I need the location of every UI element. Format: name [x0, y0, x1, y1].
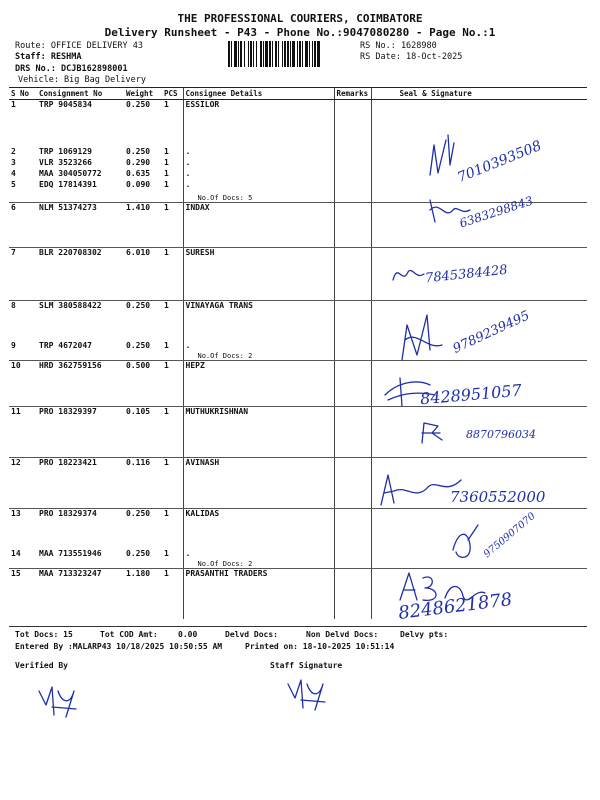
- barcode-bar: [284, 41, 286, 67]
- row-weight: 0.250: [126, 340, 151, 350]
- col-pcs: PCS: [162, 88, 183, 100]
- empty-cell: [124, 559, 162, 569]
- row-remarks: [334, 361, 371, 407]
- barcode-bar: [260, 41, 262, 67]
- row-sno: 4: [11, 168, 16, 178]
- row-pcs: 1: [164, 301, 169, 310]
- signature-6: [418, 418, 448, 452]
- barcode-bar: [314, 41, 316, 67]
- row-consignment-no: TRP 4672047: [39, 340, 92, 350]
- row-weight: 0.635: [126, 168, 151, 178]
- sig-number-1: 7010393508: [455, 137, 544, 187]
- row-remarks: [334, 169, 371, 180]
- staff-signature-label: Staff Signature: [270, 661, 343, 670]
- col-sno: S No: [9, 88, 37, 100]
- row-weight: 0.500: [124, 361, 162, 407]
- row-weight: 0.250: [126, 509, 151, 518]
- barcode-bar: [302, 41, 303, 67]
- row-remarks: [334, 203, 371, 248]
- row-sno: 15: [11, 569, 21, 578]
- barcode-bar: [228, 41, 230, 67]
- row-consignment-no: TRP 1069129: [39, 146, 92, 156]
- row-pcs: 1: [164, 168, 169, 178]
- row-remarks: [334, 158, 371, 169]
- row-weight: 0.250: [126, 548, 151, 558]
- signature-4: [397, 310, 457, 374]
- row-pcs: 1: [164, 100, 169, 109]
- total-cod-label: Tot COD Amt:: [100, 630, 158, 639]
- empty-cell: [37, 351, 124, 361]
- row-consignment-no: VLR 3523266: [39, 157, 92, 167]
- barcode-bar: [244, 41, 245, 67]
- barcode-bar: [253, 41, 254, 67]
- row-weight: 1.180: [126, 569, 151, 578]
- row-consignment-no: PRO 18223421: [37, 458, 124, 509]
- row-sno: 7: [9, 248, 37, 301]
- row-consignee: .: [183, 169, 334, 180]
- barcode-bar: [238, 41, 239, 67]
- barcode-bar: [312, 41, 313, 67]
- row-consignee: .: [183, 549, 334, 559]
- row-weight: 1.410: [124, 203, 162, 248]
- barcode-bar: [287, 41, 289, 67]
- row-consignment-no: SLM 380588422: [39, 301, 102, 310]
- row-sno: 10: [9, 361, 37, 407]
- table-row: [9, 341, 587, 351]
- row-consignee: VINAYAGA TRANS: [183, 301, 334, 341]
- row-sno: 3: [11, 157, 16, 167]
- row-sno: 12: [9, 458, 37, 509]
- row-consignment-no: MAA 713323247: [39, 569, 102, 578]
- row-consignment-no: EDQ 17814391: [39, 179, 97, 189]
- row-sno: 2: [11, 146, 16, 156]
- row-sno: 5: [11, 179, 16, 189]
- empty-cell: [37, 559, 124, 569]
- row-pcs: 1: [164, 146, 169, 156]
- row-remarks: [334, 191, 371, 203]
- barcode-bar: [305, 41, 308, 67]
- verifier-signature: [36, 683, 86, 727]
- row-remarks: [334, 549, 371, 559]
- row-sno: 9: [11, 340, 16, 350]
- barcode-bar: [309, 41, 310, 67]
- signature-8: [448, 520, 488, 569]
- row-weight: 6.010: [124, 248, 162, 301]
- vehicle-label: Vehicle: Big Bag Delivery: [18, 75, 146, 85]
- barcode-bar: [250, 41, 252, 67]
- row-pcs: 1: [162, 248, 183, 301]
- barcode-bar: [290, 41, 291, 67]
- barcode-bar: [256, 41, 257, 67]
- barcode-bar: [234, 41, 237, 67]
- row-remarks: [334, 407, 371, 458]
- docs-count-row: [9, 559, 587, 569]
- row-remarks: [334, 147, 371, 158]
- row-pcs: 1: [164, 340, 169, 350]
- row-consignment-no: TRP 9045834: [39, 100, 92, 109]
- row-consignee: .: [183, 158, 334, 169]
- empty-cell: [124, 191, 162, 203]
- total-cod-amount: 0.00: [178, 630, 198, 639]
- row-pcs: 1: [164, 157, 169, 167]
- row-consignment-no: NLM 51374273: [37, 203, 124, 248]
- row-consignment-no: PRO 18329397: [37, 407, 124, 458]
- non-delivered-docs: Non Delvd Docs:: [306, 630, 379, 639]
- route-label: Route: OFFICE DELIVERY 43: [15, 41, 143, 51]
- row-pcs: 1: [162, 458, 183, 509]
- barcode: [228, 41, 358, 67]
- row-sno: 14: [11, 548, 21, 558]
- rs-date: RS Date: 18-Oct-2025: [360, 52, 463, 62]
- barcode-bar: [292, 41, 295, 67]
- empty-cell: [162, 559, 183, 569]
- row-weight: 0.105: [124, 407, 162, 458]
- barcode-bar: [272, 41, 273, 67]
- rs-number: RS No.: 1628980: [360, 41, 437, 51]
- row-consignment-no: MAA 304050772: [39, 168, 102, 178]
- barcode-bar: [278, 41, 279, 67]
- staff-signature: [285, 676, 335, 720]
- row-pcs: 1: [164, 509, 169, 518]
- row-consignment-no: MAA 713551946: [39, 548, 102, 558]
- row-weight: 0.090: [126, 179, 151, 189]
- delivery-points: Delvy pts:: [400, 630, 449, 639]
- sig-number-2: 6383298843: [457, 193, 535, 231]
- row-remarks: [334, 180, 371, 191]
- barcode-bar: [265, 41, 268, 67]
- barcode-bar: [282, 41, 283, 67]
- row-pcs: 1: [162, 361, 183, 407]
- empty-cell: [162, 191, 183, 203]
- barcode-bar: [269, 41, 271, 67]
- row-pcs: 1: [162, 203, 183, 248]
- row-sno: 1: [11, 100, 16, 109]
- row-weight: 0.116: [124, 458, 162, 509]
- row-consignment-no: HRD 362759156: [37, 361, 124, 407]
- barcode-bar: [263, 41, 264, 67]
- row-consignee: KALIDAS: [183, 509, 334, 549]
- runsheet-subtitle: Delivery Runsheet - P43 - Phone No.:9047080280 - Page No.:1: [104, 26, 496, 39]
- row-weight: 0.250: [126, 301, 151, 310]
- entered-by: Entered By :MALARP43 10/18/2025 10:50:55 AM: [15, 642, 223, 651]
- row-remarks: [334, 341, 371, 351]
- row-remarks: [334, 100, 371, 147]
- col-consignment: Consignment No: [37, 88, 124, 100]
- row-remarks: [334, 458, 371, 509]
- barcode-bar: [317, 41, 320, 67]
- barcode-bar: [240, 41, 242, 67]
- docs-count-row: [9, 351, 587, 361]
- row-remarks: [334, 248, 371, 301]
- col-seal: Seal & Signature: [371, 88, 587, 100]
- sig-number-6: 8870796034: [466, 428, 536, 441]
- printed-on: Printed on: 18-10-2025 10:51:14: [245, 642, 395, 651]
- row-remarks: [334, 301, 371, 341]
- row-consignment-no: PRO 18329374: [39, 509, 97, 518]
- sig-number-4: 9789239495: [450, 308, 533, 357]
- sig-number-8: 9750907070: [481, 510, 538, 561]
- col-consignee: Consignee Details: [183, 88, 334, 100]
- total-docs: Tot Docs: 15: [15, 630, 73, 639]
- row-pcs: 1: [164, 548, 169, 558]
- row-consignee: PRASANTHI TRADERS: [183, 569, 334, 619]
- col-remarks: Remarks: [334, 88, 371, 100]
- col-weight: Weight: [124, 88, 162, 100]
- row-consignee: AVINASH: [183, 458, 334, 509]
- row-consignee: INDAX: [183, 203, 334, 248]
- row-sno: 13: [11, 509, 21, 518]
- footer-divider: [9, 626, 587, 627]
- row-weight: 0.250: [126, 146, 151, 156]
- row-remarks: [334, 509, 371, 549]
- row-pcs: 1: [162, 407, 183, 458]
- staff-label: Staff: RESHMA: [15, 52, 82, 62]
- row-consignee: SURESH: [183, 248, 334, 301]
- docs-count: No.Of Docs: 5: [183, 191, 334, 203]
- barcode-bar: [231, 41, 232, 67]
- empty-cell: [9, 559, 37, 569]
- row-remarks: [334, 559, 371, 569]
- row-weight: 0.290: [126, 157, 151, 167]
- row-consignee: MUTHUKRISHNAN: [183, 407, 334, 458]
- delivered-docs: Delvd Docs:: [225, 630, 278, 639]
- company-title: THE PROFESSIONAL COURIERS, COIMBATORE: [177, 12, 423, 25]
- row-consignee: HEPZ: [183, 361, 334, 407]
- sig-number-3: 7845384428: [424, 262, 509, 287]
- barcode-bar: [299, 41, 301, 67]
- row-consignee: .: [183, 341, 334, 351]
- row-sno: 11: [9, 407, 37, 458]
- sig-number-7: 7360552000: [450, 488, 546, 506]
- row-weight: 0.250: [126, 100, 151, 109]
- empty-cell: [162, 351, 183, 361]
- row-consignment-no: BLR 220708302: [37, 248, 124, 301]
- table-header-row: [9, 88, 587, 100]
- empty-cell: [124, 351, 162, 361]
- drs-number: DRS No.: DCJB162898001: [15, 64, 128, 74]
- verified-by-label: Verified By: [15, 661, 68, 670]
- row-pcs: 1: [164, 179, 169, 189]
- row-pcs: 1: [164, 569, 169, 578]
- barcode-bar: [275, 41, 277, 67]
- empty-cell: [37, 191, 124, 203]
- row-consignee: ESSILOR: [183, 100, 334, 147]
- empty-cell: [9, 191, 37, 203]
- row-consignee: .: [183, 180, 334, 191]
- row-remarks: [334, 351, 371, 361]
- sig-number-9: 8248621878: [397, 589, 514, 624]
- docs-count: No.Of Docs: 2: [183, 559, 334, 569]
- row-sno: 6: [9, 203, 37, 248]
- barcode-bar: [248, 41, 249, 67]
- barcode-bar: [297, 41, 298, 67]
- sig-number-5: 8428951057: [419, 380, 523, 409]
- docs-count: No.Of Docs: 2: [183, 351, 334, 361]
- row-remarks: [334, 569, 371, 619]
- empty-cell: [9, 351, 37, 361]
- row-consignee: .: [183, 147, 334, 158]
- row-sno: 8: [11, 301, 16, 310]
